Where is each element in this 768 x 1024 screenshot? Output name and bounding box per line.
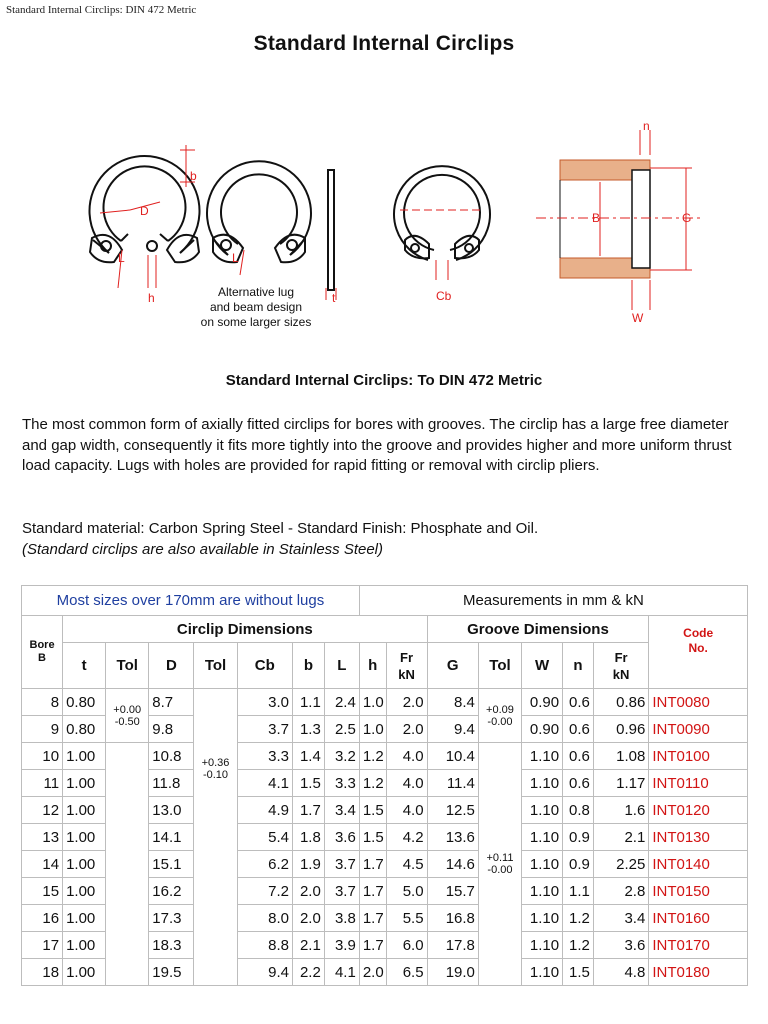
cell-bore: 11 (22, 770, 63, 797)
tol-G-b-plus: +0.11 (486, 852, 514, 864)
cell-code: INT0100 (649, 743, 748, 770)
circlip-table-wrapper (21, 585, 748, 986)
label-Cb: Cb (436, 289, 452, 303)
bore-header-line2: B (38, 652, 46, 664)
cell-Cb: 6.2 (237, 851, 292, 878)
cell-bore: 14 (22, 851, 63, 878)
cell-n: 1.1 (563, 878, 594, 905)
cell-D: 8.7 (149, 689, 194, 716)
cell-W: 0.90 (522, 689, 563, 716)
col-L: L (324, 643, 359, 689)
cell-h: 1.7 (359, 851, 386, 878)
cell-code: INT0150 (649, 878, 748, 905)
cell-h: 1.0 (359, 716, 386, 743)
cell-n: 0.6 (563, 770, 594, 797)
cell-n: 1.5 (563, 959, 594, 986)
cell-n: 0.8 (563, 797, 594, 824)
tol-G-cell-b (478, 743, 521, 986)
col-h: h (359, 643, 386, 689)
col-Cb: Cb (237, 643, 292, 689)
cell-h: 1.2 (359, 770, 386, 797)
circlip-diagram (0, 110, 768, 340)
cell-fr2: 3.4 (593, 905, 648, 932)
cell-fr2: 0.86 (593, 689, 648, 716)
cell-code: INT0130 (649, 824, 748, 851)
code-header-line2: No. (688, 641, 708, 655)
cell-b: 2.2 (293, 959, 325, 986)
cell-W: 1.10 (522, 824, 563, 851)
col-tol-D: Tol (194, 643, 237, 689)
cell-bore: 8 (22, 689, 63, 716)
cell-G: 8.4 (427, 689, 478, 716)
cell-n: 0.6 (563, 743, 594, 770)
cell-G: 9.4 (427, 716, 478, 743)
cell-D: 10.8 (149, 743, 194, 770)
cell-b: 1.3 (293, 716, 325, 743)
cell-b: 1.8 (293, 824, 325, 851)
cell-G: 16.8 (427, 905, 478, 932)
cell-fr: 2.0 (386, 716, 427, 743)
cell-D: 13.0 (149, 797, 194, 824)
cell-fr2: 1.6 (593, 797, 648, 824)
label-B: B (592, 211, 601, 225)
cell-W: 1.10 (522, 797, 563, 824)
col-D: D (149, 643, 194, 689)
cell-h: 1.2 (359, 743, 386, 770)
cell-W: 1.10 (522, 959, 563, 986)
cell-G: 13.6 (427, 824, 478, 851)
groove-dimensions-header: Groove Dimensions (427, 616, 649, 643)
cell-L: 3.6 (324, 824, 359, 851)
cell-fr: 5.5 (386, 905, 427, 932)
tol-D-plus: +0.36 (201, 757, 230, 769)
tol-G-b-minus: -0.00 (487, 864, 513, 876)
label-L1: L (118, 251, 125, 265)
cell-t: 1.00 (63, 851, 106, 878)
tab-title: Standard Internal Circlips: DIN 472 Metric (6, 4, 197, 16)
cell-Cb: 3.3 (237, 743, 292, 770)
cell-code: INT0080 (649, 689, 748, 716)
tol-t-cell (106, 689, 149, 743)
cell-G: 19.0 (427, 959, 478, 986)
cell-W: 1.10 (522, 905, 563, 932)
tol-G-a-plus: +0.09 (486, 703, 514, 716)
cell-fr2: 0.96 (593, 716, 648, 743)
tol-G-cell-a (478, 689, 521, 743)
bore-header (22, 616, 63, 689)
section-caption: Standard Internal Circlips: To DIN 472 Metric (225, 372, 543, 389)
code-header (649, 616, 748, 689)
cell-t: 1.00 (63, 770, 106, 797)
cell-Cb: 3.7 (237, 716, 292, 743)
cell-h: 1.7 (359, 878, 386, 905)
cell-fr: 5.0 (386, 878, 427, 905)
col-tol-t: Tol (106, 643, 149, 689)
intro-paragraph: The most common form of axially fitted circlips for bores with grooves. The circlip has a large free diameter and gap width, consequently it fits more tightly into the groove and provides higher and more uniform thrust load capacity. Lugs with holes are provided for rapid fitting or removal with circlip pliers. (22, 416, 732, 474)
cell-L: 3.9 (324, 932, 359, 959)
col-G: G (427, 643, 478, 689)
cell-W: 1.10 (522, 878, 563, 905)
cell-L: 3.8 (324, 905, 359, 932)
cell-D: 16.2 (149, 878, 194, 905)
col-fr-groove (593, 643, 648, 689)
cell-code: INT0170 (649, 932, 748, 959)
code-header-line1: Code (683, 626, 714, 640)
cell-bore: 12 (22, 797, 63, 824)
cell-G: 15.7 (427, 878, 478, 905)
cell-b: 2.0 (293, 905, 325, 932)
cell-W: 1.10 (522, 770, 563, 797)
cell-h: 2.0 (359, 959, 386, 986)
cell-L: 3.3 (324, 770, 359, 797)
page-title: Standard Internal Circlips (253, 32, 515, 55)
cell-t: 0.80 (63, 716, 106, 743)
cell-G: 17.8 (427, 932, 478, 959)
cell-fr: 4.5 (386, 851, 427, 878)
cell-b: 2.1 (293, 932, 325, 959)
cell-n: 1.2 (563, 932, 594, 959)
label-t: t (332, 291, 336, 305)
cell-h: 1.5 (359, 824, 386, 851)
cell-t: 1.00 (63, 743, 106, 770)
alt-design-note-2: and beam design (209, 300, 303, 314)
cell-G: 12.5 (427, 797, 478, 824)
cell-bore: 13 (22, 824, 63, 851)
cell-fr2: 1.17 (593, 770, 648, 797)
cell-D: 14.1 (149, 824, 194, 851)
col-W: W (522, 643, 563, 689)
cell-G: 10.4 (427, 743, 478, 770)
cell-bore: 10 (22, 743, 63, 770)
label-D: D (140, 204, 149, 218)
cell-code: INT0160 (649, 905, 748, 932)
label-n: n (643, 119, 650, 133)
cell-t: 1.00 (63, 905, 106, 932)
cell-D: 9.8 (149, 716, 194, 743)
col-t: t (63, 643, 106, 689)
cell-Cb: 8.0 (237, 905, 292, 932)
cell-bore: 9 (22, 716, 63, 743)
cell-t: 1.00 (63, 959, 106, 986)
cell-D: 15.1 (149, 851, 194, 878)
material-line: Standard material: Carbon Spring Steel - Standard Finish: Phosphate and Oil. (22, 520, 539, 537)
material-paragraph (22, 519, 750, 560)
cell-fr: 4.0 (386, 797, 427, 824)
col-fr-groove-line2: kN (612, 666, 630, 682)
cell-bore: 15 (22, 878, 63, 905)
circlip-table (21, 585, 748, 986)
cell-t: 1.00 (63, 824, 106, 851)
tol-t-blank (106, 743, 149, 986)
cell-n: 0.6 (563, 689, 594, 716)
cell-n: 0.9 (563, 824, 594, 851)
cell-W: 1.10 (522, 743, 563, 770)
cell-D: 18.3 (149, 932, 194, 959)
cell-fr2: 2.1 (593, 824, 648, 851)
cell-fr: 4.0 (386, 770, 427, 797)
cell-fr: 4.2 (386, 824, 427, 851)
cell-L: 3.4 (324, 797, 359, 824)
cell-D: 11.8 (149, 770, 194, 797)
cell-Cb: 8.8 (237, 932, 292, 959)
tol-t-plus: +0.00 (113, 703, 142, 716)
lugs-note: Most sizes over 170mm are without lugs (22, 586, 360, 616)
cell-h: 1.0 (359, 689, 386, 716)
cell-t: 1.00 (63, 932, 106, 959)
cell-L: 2.5 (324, 716, 359, 743)
cell-G: 14.6 (427, 851, 478, 878)
cell-bore: 17 (22, 932, 63, 959)
bore-header-line1: Bore (29, 639, 55, 651)
cell-W: 1.10 (522, 932, 563, 959)
cell-fr2: 1.08 (593, 743, 648, 770)
table-row (22, 743, 748, 770)
cell-h: 1.7 (359, 932, 386, 959)
stainless-note: (Standard circlips are also available in Stainless Steel) (22, 540, 384, 558)
label-L2: L (232, 251, 239, 265)
cell-fr2: 3.6 (593, 932, 648, 959)
cell-b: 1.5 (293, 770, 325, 797)
measurement-units: Measurements in mm & kN (359, 586, 747, 616)
cell-fr2: 4.8 (593, 959, 648, 986)
cell-Cb: 4.9 (237, 797, 292, 824)
cell-b: 1.1 (293, 689, 325, 716)
cell-code: INT0110 (649, 770, 748, 797)
cell-Cb: 3.0 (237, 689, 292, 716)
cell-D: 19.5 (149, 959, 194, 986)
label-W: W (632, 311, 644, 325)
circlip-dimensions-header: Circlip Dimensions (63, 616, 428, 643)
cell-L: 4.1 (324, 959, 359, 986)
cell-Cb: 4.1 (237, 770, 292, 797)
cell-L: 3.7 (324, 878, 359, 905)
col-fr-groove-line1: Fr (614, 649, 628, 665)
cell-G: 11.4 (427, 770, 478, 797)
cell-Cb: 7.2 (237, 878, 292, 905)
cell-Cb: 9.4 (237, 959, 292, 986)
cell-L: 2.4 (324, 689, 359, 716)
table-row (22, 689, 748, 716)
label-h: h (148, 291, 155, 305)
cell-L: 3.2 (324, 743, 359, 770)
cell-L: 3.7 (324, 851, 359, 878)
cell-h: 1.7 (359, 905, 386, 932)
cell-fr: 4.0 (386, 743, 427, 770)
cell-W: 1.10 (522, 851, 563, 878)
cell-fr: 6.5 (386, 959, 427, 986)
col-n: n (563, 643, 594, 689)
cell-fr2: 2.25 (593, 851, 648, 878)
cell-t: 1.00 (63, 797, 106, 824)
cell-n: 0.9 (563, 851, 594, 878)
cell-t: 0.80 (63, 689, 106, 716)
cell-fr: 6.0 (386, 932, 427, 959)
cell-code: INT0120 (649, 797, 748, 824)
cell-bore: 16 (22, 905, 63, 932)
cell-h: 1.5 (359, 797, 386, 824)
label-b: b (190, 169, 197, 183)
cell-fr: 2.0 (386, 689, 427, 716)
tol-t-minus: -0.50 (114, 715, 140, 728)
cell-n: 0.6 (563, 716, 594, 743)
cell-fr2: 2.8 (593, 878, 648, 905)
col-b: b (293, 643, 325, 689)
alt-design-note-1: Alternative lug (217, 285, 295, 299)
cell-code: INT0180 (649, 959, 748, 986)
tol-G-a-minus: -0.00 (487, 715, 513, 728)
col-fr-circlip (386, 643, 427, 689)
col-tol-G: Tol (478, 643, 521, 689)
cell-bore: 18 (22, 959, 63, 986)
circlip-fitted-view (394, 166, 490, 260)
groove-section-view (536, 130, 700, 310)
cell-t: 1.00 (63, 878, 106, 905)
cell-b: 1.9 (293, 851, 325, 878)
cell-code: INT0140 (649, 851, 748, 878)
circlip-side-view (326, 170, 336, 300)
cell-b: 1.4 (293, 743, 325, 770)
cell-n: 1.2 (563, 905, 594, 932)
col-fr-circlip-line1: Fr (400, 649, 414, 665)
circlip-alt-lug-view (207, 161, 311, 262)
label-G: G (682, 211, 692, 225)
cell-b: 1.7 (293, 797, 325, 824)
tol-D-cell (194, 689, 237, 986)
cell-code: INT0090 (649, 716, 748, 743)
cell-D: 17.3 (149, 905, 194, 932)
cell-W: 0.90 (522, 716, 563, 743)
tol-D-minus: -0.10 (202, 769, 229, 781)
cell-Cb: 5.4 (237, 824, 292, 851)
col-fr-circlip-line2: kN (398, 666, 415, 682)
alt-design-note-3: on some larger sizes (200, 315, 312, 329)
cell-b: 2.0 (293, 878, 325, 905)
